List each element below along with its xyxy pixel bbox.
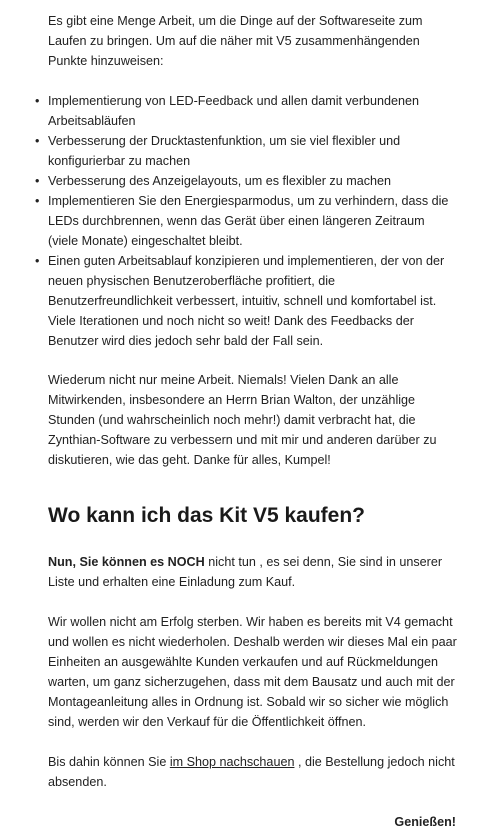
lead-rest-text: nicht tun , es sei denn, Sie sind in unserer Liste und erhalten eine Einladung zum Kauf. <box>48 555 443 589</box>
lead-bold-text: Nun, Sie können es NOCH <box>48 555 205 569</box>
list-item: • Verbesserung des Anzeigelayouts, um es flexibler zu machen <box>48 171 458 191</box>
list-item: • Einen guten Arbeitsablauf konzipieren und implementieren, der von der neuen physischen Benutzeroberfläche profitiert, die Benutzerfreundlichkeit verbessert, intuitiv, schnell und komfortabel ist. Viele Iterationen und noch nicht so weit! Dank des Feedbacks der Benutzer wird dies jedoch sehr bald der Fall sein. <box>48 251 458 351</box>
lead-paragraph <box>48 552 458 592</box>
article-body <box>48 0 458 832</box>
section-heading: Wo kann ich das Kit V5 kaufen? <box>48 504 366 527</box>
policy-paragraph: Wir wollen nicht am Erfolg sterben. Wir haben es bereits mit V4 gemacht und wollen es nicht wiederholen. Deshalb werden wir dieses Mal ein paar Einheiten an ausgewählte Kunden verkaufen und auf Rückmeldungen warten, um ganz sicherzugehen, dass mit dem Bausatz und auch mit der Montageanleitung alles in Ordnung ist. Sobald wir so sicher wie möglich sind, werden wir den Verkauf für die Öffentlichkeit öffnen. <box>48 615 457 729</box>
feature-list <box>48 91 458 351</box>
intro-paragraph: Es gibt eine Menge Arbeit, um die Dinge auf der Softwareseite zum Laufen zu bringen. Um auf die näher mit V5 zusammenhängenden Punkte hinzuweisen: <box>48 14 423 68</box>
closing-text: Genießen! <box>394 815 456 829</box>
shop-paragraph <box>48 752 458 792</box>
shop-after-text: , die Bestellung jedoch nicht absenden. <box>48 755 455 789</box>
thanks-paragraph: Wiederum nicht nur meine Arbeit. Niemals! Vielen Dank an alle Mitwirkenden, insbesondere an Herrn Brian Walton, der unzählige Stunden (und wahrscheinlich noch mehr!) damit verbracht hat, die Zynthian-Software zu verbessern und mit mir und anderen darüber zu diskutieren, wie das geht. Danke für alles, Kumpel! <box>48 373 437 467</box>
shop-before-text: Bis dahin können Sie <box>48 755 170 769</box>
shop-link[interactable]: im Shop nachschauen <box>169 755 295 769</box>
list-item: • Verbesserung der Drucktastenfunktion, um sie viel flexibler und konfigurierbar zu machen <box>48 131 458 171</box>
list-item: • Implementierung von LED-Feedback und allen damit verbundenen Arbeitsabläufen <box>48 91 458 131</box>
list-item: • Implementieren Sie den Energiesparmodus, um zu verhindern, dass die LEDs durchbrennen, wenn das Gerät über einen längeren Zeitraum (viele Monate) eingeschaltet bleibt. <box>48 191 458 251</box>
